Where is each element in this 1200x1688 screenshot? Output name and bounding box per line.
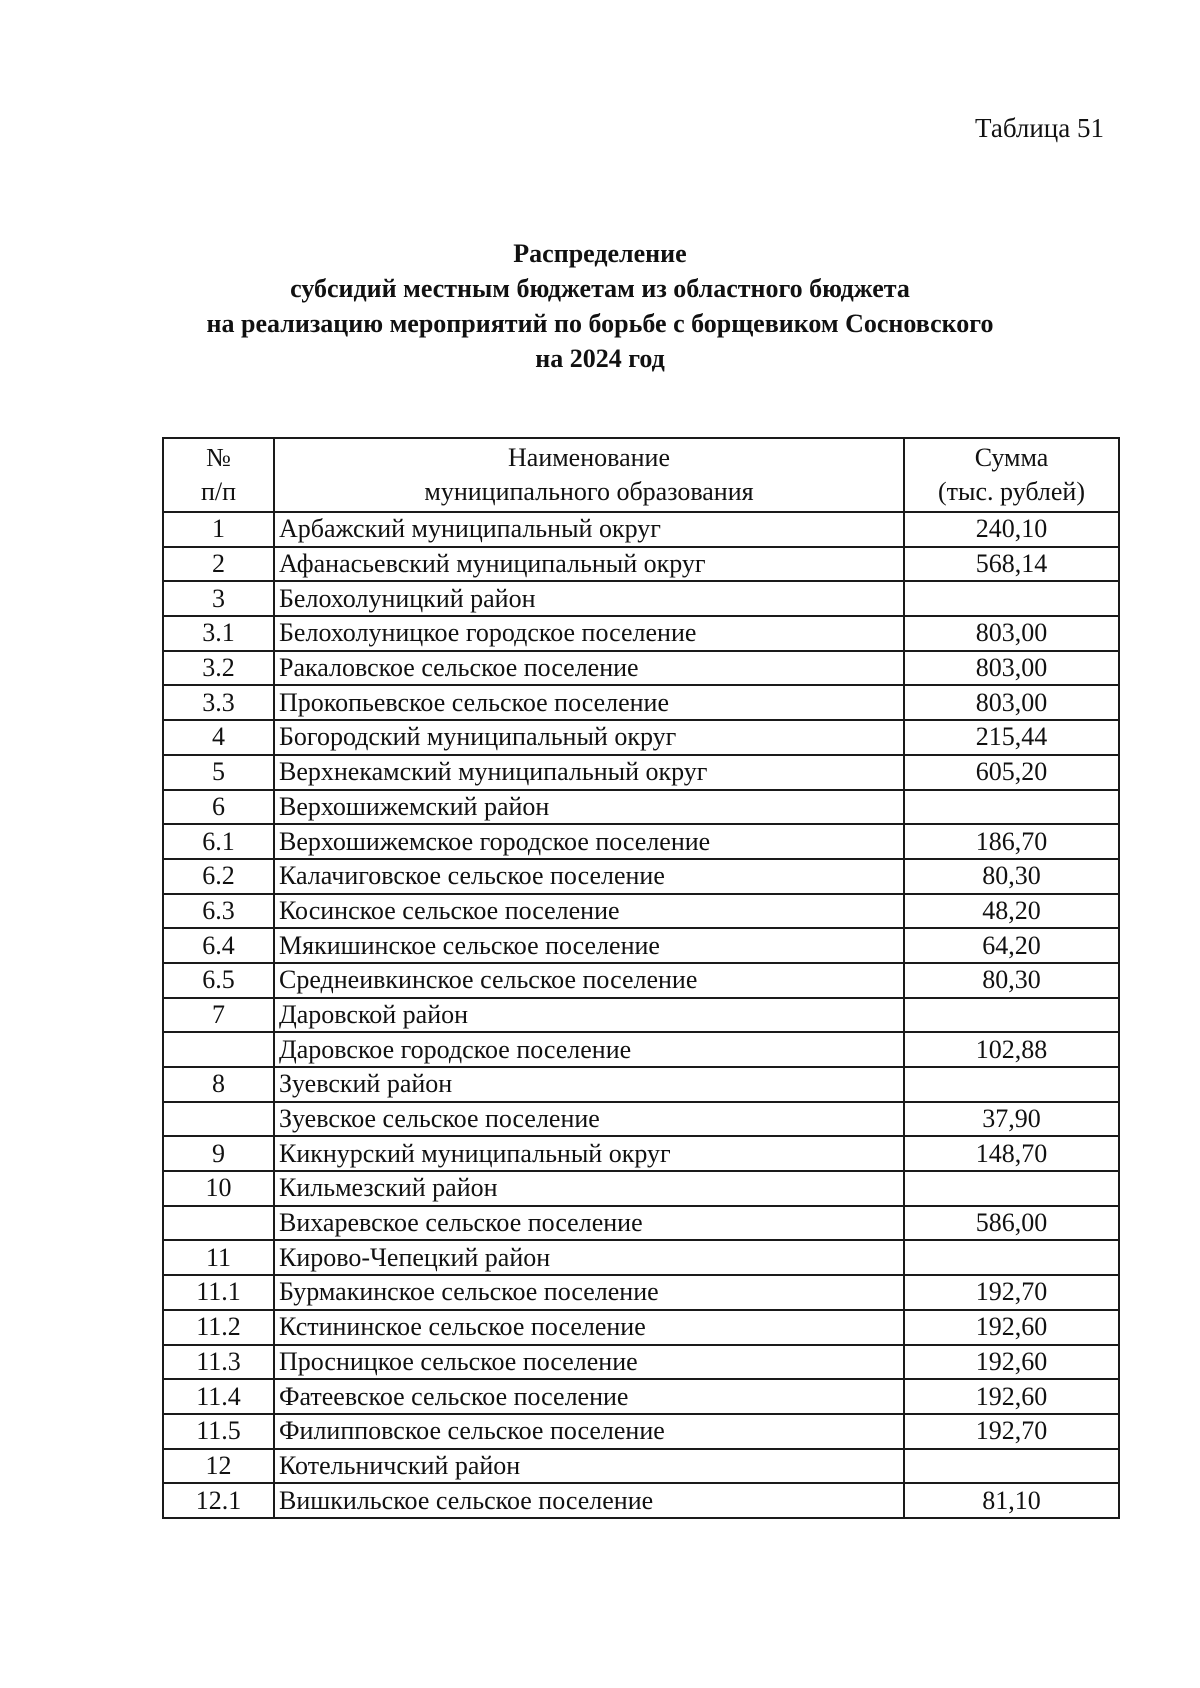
municipality-name-cell: Фатеевское сельское поселение bbox=[274, 1379, 904, 1414]
row-number-cell: 3.3 bbox=[163, 685, 274, 720]
municipality-name-cell: Зуевский район bbox=[274, 1067, 904, 1102]
municipality-name-cell: Вишкильское сельское поселение bbox=[274, 1483, 904, 1518]
row-number-cell bbox=[163, 1032, 274, 1067]
table-row bbox=[163, 1067, 1119, 1102]
sum-cell: 80,30 bbox=[904, 859, 1119, 894]
row-number-cell: 8 bbox=[163, 1067, 274, 1102]
row-number-cell: 5 bbox=[163, 755, 274, 790]
row-number-cell: 3 bbox=[163, 581, 274, 616]
row-number-cell bbox=[163, 1206, 274, 1241]
municipality-name-cell: Даровской район bbox=[274, 998, 904, 1033]
sum-cell: 64,20 bbox=[904, 928, 1119, 963]
table-row bbox=[163, 1483, 1119, 1518]
row-number-cell: 6.4 bbox=[163, 928, 274, 963]
municipality-name-cell: Калачиговское сельское поселение bbox=[274, 859, 904, 894]
row-number-cell: 3.1 bbox=[163, 616, 274, 651]
row-number-cell bbox=[163, 1102, 274, 1137]
table-row bbox=[163, 1171, 1119, 1206]
sum-cell: 48,20 bbox=[904, 894, 1119, 929]
municipality-name-cell: Зуевское сельское поселение bbox=[274, 1102, 904, 1137]
sum-cell bbox=[904, 1067, 1119, 1102]
sum-cell: 192,60 bbox=[904, 1310, 1119, 1345]
municipality-name-cell: Прокопьевское сельское поселение bbox=[274, 685, 904, 720]
table-row bbox=[163, 928, 1119, 963]
title-line-4: на 2024 год bbox=[535, 344, 665, 373]
municipality-name-cell: Богородский муниципальный округ bbox=[274, 720, 904, 755]
row-number-cell: 6.1 bbox=[163, 824, 274, 859]
row-number-cell: 4 bbox=[163, 720, 274, 755]
sum-cell bbox=[904, 581, 1119, 616]
sum-cell: 192,60 bbox=[904, 1379, 1119, 1414]
sum-cell bbox=[904, 998, 1119, 1033]
sum-cell: 215,44 bbox=[904, 720, 1119, 755]
table-row bbox=[163, 998, 1119, 1033]
row-number-cell: 6.2 bbox=[163, 859, 274, 894]
municipality-name-cell: Кирово-Чепецкий район bbox=[274, 1240, 904, 1275]
sum-cell: 192,60 bbox=[904, 1345, 1119, 1380]
row-number-cell: 3.2 bbox=[163, 651, 274, 686]
municipality-name-cell: Верхошижемский район bbox=[274, 790, 904, 825]
table-row bbox=[163, 547, 1119, 582]
table-row bbox=[163, 651, 1119, 686]
municipality-name-cell: Даровское городское поселение bbox=[274, 1032, 904, 1067]
table-row bbox=[163, 512, 1119, 547]
table-row bbox=[163, 824, 1119, 859]
table-row bbox=[163, 894, 1119, 929]
table-row bbox=[163, 790, 1119, 825]
sum-cell: 81,10 bbox=[904, 1483, 1119, 1518]
municipality-name-cell: Просницкое сельское поселение bbox=[274, 1345, 904, 1380]
table-body bbox=[163, 512, 1119, 1518]
table-number-label: Таблица 51 bbox=[975, 113, 1104, 143]
municipality-name-cell: Среднеивкинское сельское поселение bbox=[274, 963, 904, 998]
municipality-name-cell: Кикнурский муниципальный округ bbox=[274, 1136, 904, 1171]
table-row bbox=[163, 616, 1119, 651]
row-number-cell: 11.4 bbox=[163, 1379, 274, 1414]
title-line-3: на реализацию мероприятий по борьбе с борщевиком Сосновского bbox=[206, 309, 994, 338]
column-header-number-line-2: п/п bbox=[200, 477, 237, 506]
row-number-cell: 11.3 bbox=[163, 1345, 274, 1380]
row-number-cell: 11.5 bbox=[163, 1414, 274, 1449]
municipality-name-cell: Филипповское сельское поселение bbox=[274, 1414, 904, 1449]
sum-cell bbox=[904, 790, 1119, 825]
municipality-name-cell: Мякишинское сельское поселение bbox=[274, 928, 904, 963]
municipality-name-cell: Белохолуницкое городское поселение bbox=[274, 616, 904, 651]
sum-cell: 240,10 bbox=[904, 512, 1119, 547]
sum-cell: 586,00 bbox=[904, 1206, 1119, 1241]
table-row bbox=[163, 1379, 1119, 1414]
municipality-name-cell: Афанасьевский муниципальный округ bbox=[274, 547, 904, 582]
table-row bbox=[163, 963, 1119, 998]
sum-cell bbox=[904, 1449, 1119, 1484]
sum-cell: 803,00 bbox=[904, 685, 1119, 720]
document-title bbox=[0, 236, 1200, 376]
column-header-sum-line-2: (тыс. рублей) bbox=[937, 477, 1085, 506]
municipality-name-cell: Верхошижемское городское поселение bbox=[274, 824, 904, 859]
row-number-cell: 6.5 bbox=[163, 963, 274, 998]
table-row bbox=[163, 581, 1119, 616]
municipality-name-cell: Верхнекамский муниципальный округ bbox=[274, 755, 904, 790]
table-row bbox=[163, 1136, 1119, 1171]
column-header-sum-line-1: Сумма bbox=[974, 443, 1049, 472]
table-row bbox=[163, 1032, 1119, 1067]
municipality-name-cell: Арбажский муниципальный округ bbox=[274, 512, 904, 547]
sum-cell: 192,70 bbox=[904, 1275, 1119, 1310]
sum-cell: 192,70 bbox=[904, 1414, 1119, 1449]
column-header-number-line-1: № bbox=[206, 443, 231, 472]
table-row bbox=[163, 720, 1119, 755]
column-header-name-line-1: Наименование bbox=[508, 443, 670, 472]
row-number-cell: 2 bbox=[163, 547, 274, 582]
title-line-1: Распределение bbox=[513, 239, 687, 268]
table-header-row bbox=[163, 438, 1119, 512]
municipality-name-cell: Вихаревское сельское поселение bbox=[274, 1206, 904, 1241]
sum-cell: 568,14 bbox=[904, 547, 1119, 582]
sum-cell: 37,90 bbox=[904, 1102, 1119, 1137]
sum-cell: 80,30 bbox=[904, 963, 1119, 998]
row-number-cell: 11.2 bbox=[163, 1310, 274, 1345]
row-number-cell: 12.1 bbox=[163, 1483, 274, 1518]
row-number-cell: 6.3 bbox=[163, 894, 274, 929]
row-number-cell: 10 bbox=[163, 1171, 274, 1206]
table-row bbox=[163, 685, 1119, 720]
table-row bbox=[163, 1275, 1119, 1310]
row-number-cell: 11 bbox=[163, 1240, 274, 1275]
sum-cell: 186,70 bbox=[904, 824, 1119, 859]
table-row bbox=[163, 859, 1119, 894]
row-number-cell: 6 bbox=[163, 790, 274, 825]
table-row bbox=[163, 1206, 1119, 1241]
municipality-name-cell: Белохолуницкий район bbox=[274, 581, 904, 616]
municipality-name-cell: Кильмезский район bbox=[274, 1171, 904, 1206]
row-number-cell: 7 bbox=[163, 998, 274, 1033]
municipality-name-cell: Бурмакинское сельское поселение bbox=[274, 1275, 904, 1310]
column-header-name-line-2: муниципального образования bbox=[424, 477, 754, 506]
row-number-cell: 1 bbox=[163, 512, 274, 547]
table-row bbox=[163, 755, 1119, 790]
table-row bbox=[163, 1414, 1119, 1449]
municipality-name-cell: Косинское сельское поселение bbox=[274, 894, 904, 929]
title-line-2: субсидий местным бюджетам из областного бюджета bbox=[290, 274, 910, 303]
column-header-sum bbox=[904, 438, 1119, 512]
row-number-cell: 12 bbox=[163, 1449, 274, 1484]
sum-cell: 803,00 bbox=[904, 651, 1119, 686]
table-row bbox=[163, 1102, 1119, 1137]
municipality-name-cell: Кстининское сельское поселение bbox=[274, 1310, 904, 1345]
sum-cell: 803,00 bbox=[904, 616, 1119, 651]
row-number-cell: 9 bbox=[163, 1136, 274, 1171]
subsidy-distribution-table bbox=[162, 437, 1120, 1519]
table-row bbox=[163, 1310, 1119, 1345]
municipality-name-cell: Котельничский район bbox=[274, 1449, 904, 1484]
row-number-cell: 11.1 bbox=[163, 1275, 274, 1310]
sum-cell: 148,70 bbox=[904, 1136, 1119, 1171]
table-row bbox=[163, 1345, 1119, 1380]
sum-cell bbox=[904, 1171, 1119, 1206]
sum-cell: 102,88 bbox=[904, 1032, 1119, 1067]
sum-cell: 605,20 bbox=[904, 755, 1119, 790]
column-header-name bbox=[274, 438, 904, 512]
municipality-name-cell: Ракаловское сельское поселение bbox=[274, 651, 904, 686]
table-row bbox=[163, 1449, 1119, 1484]
column-header-number bbox=[163, 438, 274, 512]
table-row bbox=[163, 1240, 1119, 1275]
sum-cell bbox=[904, 1240, 1119, 1275]
